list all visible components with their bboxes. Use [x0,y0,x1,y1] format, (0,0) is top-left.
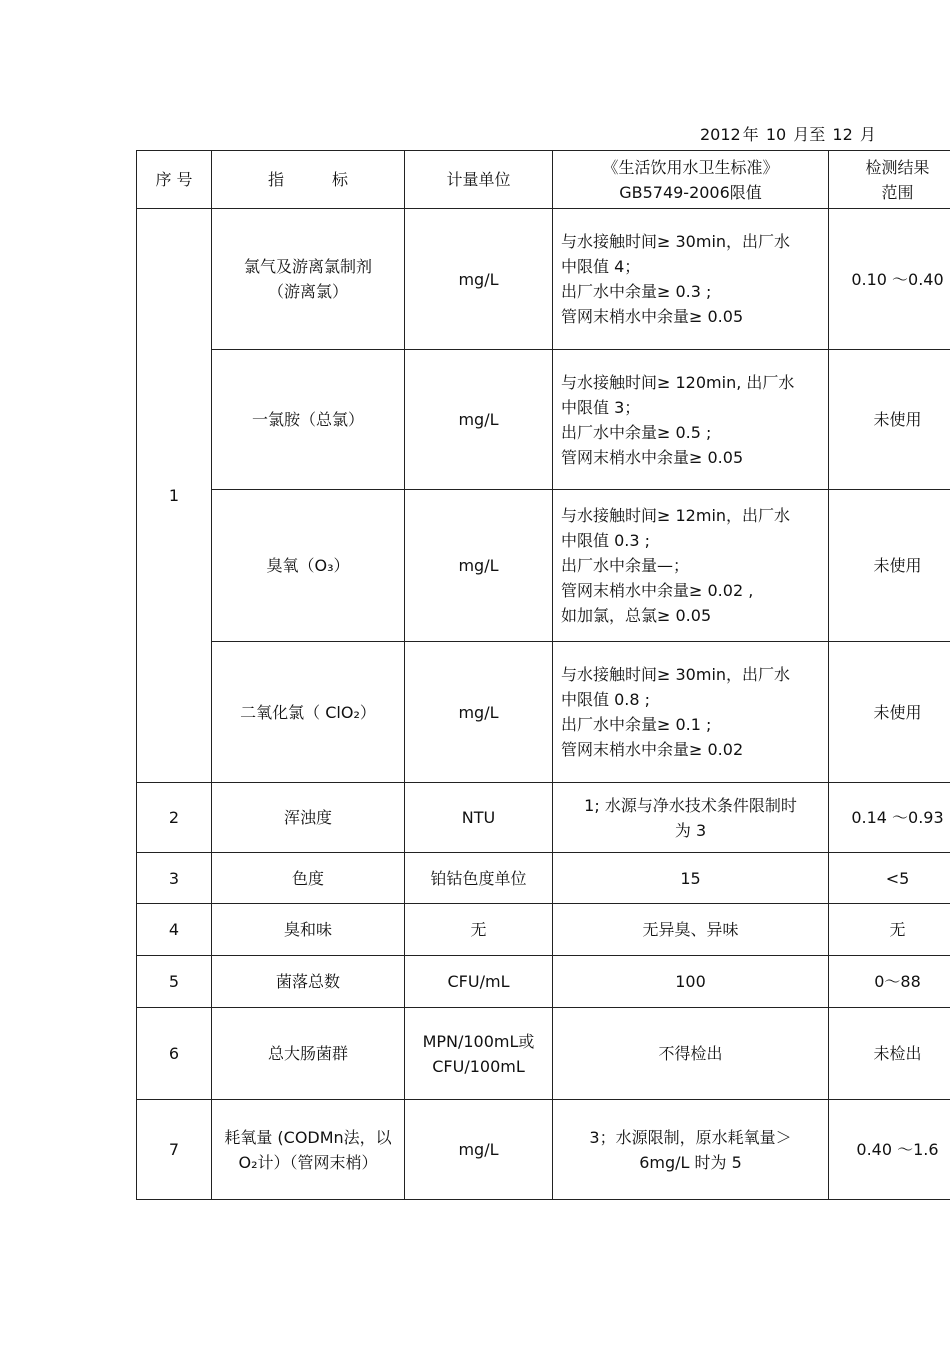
result-cell: 未使用 [829,350,950,490]
header-row [137,151,950,209]
limit-line: 与水接触时间≥ 30min，出厂水 [561,232,791,251]
unit-cell: 无 [405,904,553,956]
period-end-month: 12 [832,125,853,144]
limit-line: 与水接触时间≥ 12min，出厂水 [561,506,791,525]
report-period [700,122,950,145]
table-row [137,490,950,642]
table-row [137,350,950,490]
unit-cell: mg/L [405,642,553,783]
result-cell: 未检出 [829,1008,950,1100]
header-result-line1: 检测结果 [865,157,930,177]
unit-cell: 铂钴色度单位 [405,853,553,904]
limit-line: 出厂水中余量≥ 0.5 ; [561,422,712,442]
indicator-cell: 浑浊度 [212,783,405,853]
limit-cell: 15 [553,853,829,904]
header-unit: 计量单位 [405,151,553,209]
limit-line: 出厂水中余量—； [561,556,690,575]
indicator-line: 一氯胺（总氯） [251,410,364,429]
limit-line: 中限值 0.3 ; [561,531,651,550]
indicator-cell [212,350,405,490]
result-cell: 0.14 ～0.93 [829,783,950,853]
limit-line: 管网末梢水中余量≥ 0.02 , [561,581,754,600]
limit-cell: 无异臭、异味 [553,904,829,956]
header-seq: 序 号 [137,151,212,209]
period-start-month: 10 [765,125,787,144]
table-row [137,209,950,350]
table-row [137,904,950,956]
table-row [137,642,950,783]
limit-cell [553,350,829,490]
group1-seq: 1 [137,209,212,783]
header-limit-line2: GB5749-2006限值 [619,182,762,202]
limit-line: 3；水源限制，原水耗氧量＞ [589,1127,792,1147]
indicator-line: 臭氧（O₃） [266,556,350,575]
limit-cell [553,209,829,350]
seq-cell: 3 [137,853,212,904]
unit-cell: NTU [405,783,553,853]
unit-cell: mg/L [405,490,553,642]
limit-cell: 100 [553,956,829,1008]
limit-line: 中限值 0.8 ; [561,690,651,709]
unit-cell: mg/L [405,350,553,490]
limit-cell [553,783,829,853]
limit-line: 1; 水源与净水技术条件限制时 [584,795,797,815]
indicator-line: 氯气及游离氯制剂 [243,257,372,276]
indicator-cell: 臭和味 [212,904,405,956]
period-year: 2012 [700,125,741,144]
unit-cell [405,1008,553,1100]
indicator-line: O₂计）（管网末梢） [238,1152,378,1172]
limit-line: 如加氯，总氯≥ 0.05 [561,606,712,625]
unit-cell: mg/L [405,1100,553,1200]
limit-line: 中限值 3； [561,397,641,417]
seq-cell: 4 [137,904,212,956]
result-cell: 无 [829,904,950,956]
seq-cell: 2 [137,783,212,853]
limit-line: 出厂水中余量≥ 0.1 ; [561,715,712,734]
limit-cell: 不得检出 [553,1008,829,1100]
table-row [137,783,950,853]
limit-line: 管网末梢水中余量≥ 0.05 [561,307,744,326]
result-cell: 0.10 ～0.40 [829,209,950,350]
indicator-cell: 总大肠菌群 [212,1008,405,1100]
seq-cell: 5 [137,956,212,1008]
result-cell: 0.40 ～1.6 [829,1100,950,1200]
limit-line: 为 3 [674,820,707,840]
indicator-cell [212,490,405,642]
unit-line: CFU/100mL [432,1056,525,1076]
header-limit [553,151,829,209]
table-row [137,1100,950,1200]
limit-cell [553,490,829,642]
period-year-suffix: 年 [742,125,759,144]
indicator-cell: 菌落总数 [212,956,405,1008]
seq-cell: 7 [137,1100,212,1200]
table-row [137,853,950,904]
limit-line: 与水接触时间≥ 30min，出厂水 [561,665,791,684]
limit-line: 6mg/L 时为 5 [639,1152,742,1172]
indicator-cell: 色度 [212,853,405,904]
limit-line: 管网末梢水中余量≥ 0.05 [561,447,744,467]
limit-line: 管网末梢水中余量≥ 0.02 [561,740,744,759]
indicator-line: 耗氧量 (CODMn法，以 [224,1127,392,1147]
limit-cell [553,1100,829,1200]
limit-line: 中限值 4； [561,257,641,276]
result-cell: 未使用 [829,490,950,642]
indicator-line: 二氧化氯（ ClO₂） [240,702,376,722]
result-cell: 0～88 [829,956,950,1008]
result-cell: 未使用 [829,642,950,783]
header-result-line2: 范围 [881,182,914,202]
indicator-line: （游离氯） [267,282,348,301]
header-indicator: 指 标 [212,151,405,209]
water-quality-table [136,150,950,1200]
period-to: 月至 [793,125,826,144]
unit-line: MPN/100mL或 [422,1031,535,1051]
unit-cell: mg/L [405,209,553,350]
period-month-suffix: 月 [859,125,876,144]
table-row [137,956,950,1008]
limit-line: 与水接触时间≥ 120min, 出厂水 [561,372,795,392]
limit-line: 出厂水中余量≥ 0.3 ; [561,282,712,301]
limit-cell [553,642,829,783]
unit-cell: CFU/mL [405,956,553,1008]
indicator-cell [212,1100,405,1200]
result-cell: <5 [829,853,950,904]
seq-cell: 6 [137,1008,212,1100]
header-limit-line1: 《生活饮用水卫生标准》 [602,157,779,177]
table-row [137,1008,950,1100]
indicator-cell [212,209,405,350]
header-result [829,151,950,209]
indicator-cell [212,642,405,783]
